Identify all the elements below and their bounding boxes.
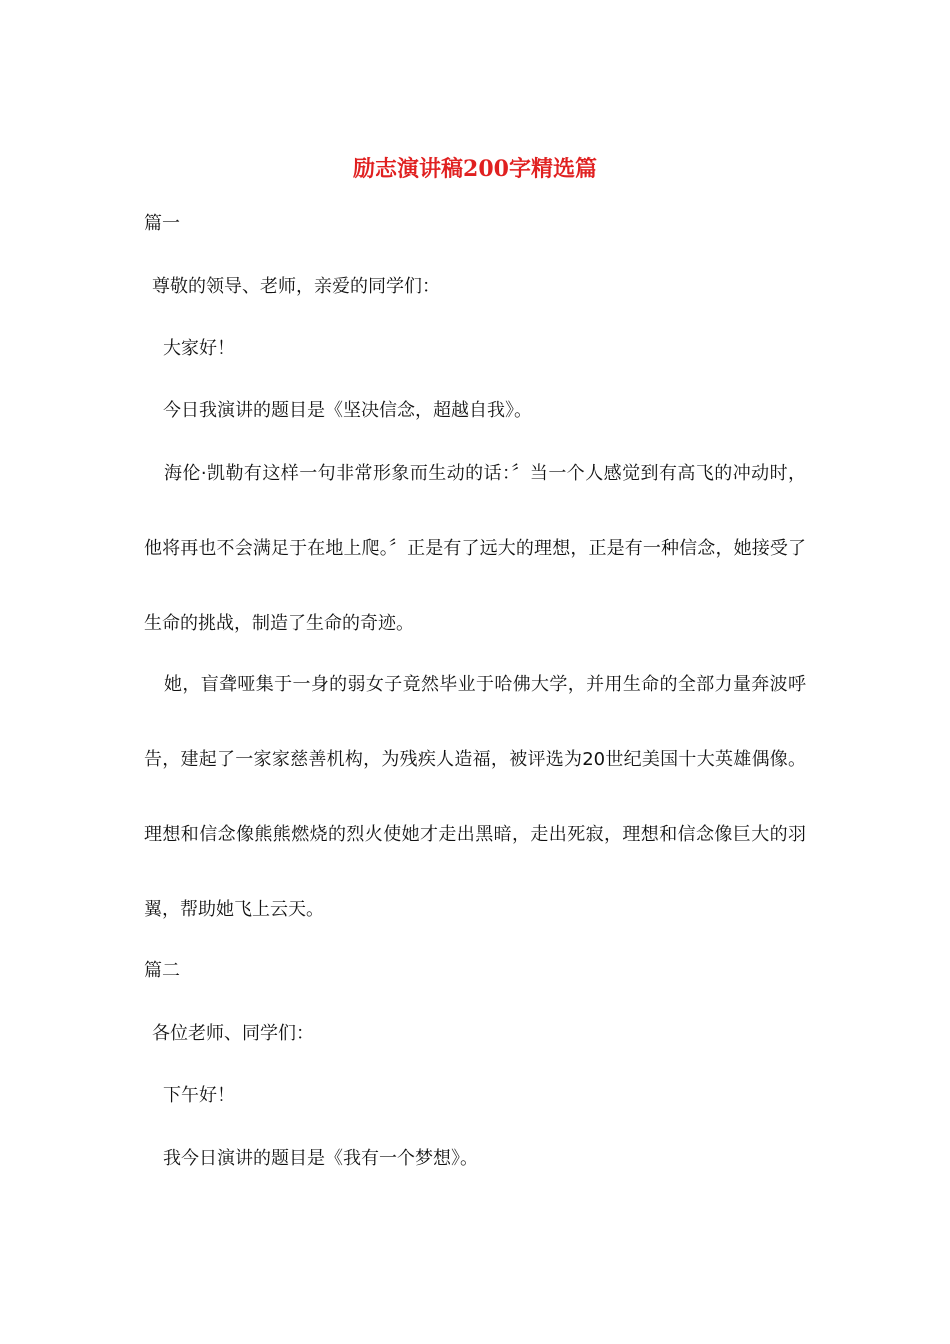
part1-heading: 篇一 [144, 213, 180, 234]
part1-salutation: 尊敬的领导、老师，亲爱的同学们： [152, 276, 440, 297]
part2-salutation: 各位老师、同学们： [152, 1023, 314, 1044]
part2-heading: 篇二 [144, 960, 180, 981]
part1-greeting: 大家好！ [163, 338, 235, 359]
part1-paragraph-2: 她，盲聋哑集于一身的弱女子竟然毕业于哈佛大学，并用生命的全部力量奔波呼告，建起了一家家慈善机构，为残疾人造福，被评选为20世纪美国十大英雄偶像。理想和信念像熊熊燃烧的烈火使她才走出黑暗，走出死寂，理想和信念像巨大的羽翼，帮助她飞上云天。 [144, 674, 806, 920]
document-title: 励志演讲稿200字精选篇 [353, 156, 597, 182]
part1-intro: 今日我演讲的题目是《坚决信念，超越自我》。 [163, 400, 532, 421]
part1-paragraph-1: 海伦·凯勒有这样一句非常形象而生动的话：〞当一个人感觉到有高飞的冲动时，他将再也不会满足于在地上爬。〞正是有了远大的理想，正是有一种信念，她接受了生命的挑战，制造了生命的奇迹。 [144, 463, 806, 634]
part2-greeting: 下午好！ [163, 1085, 235, 1106]
part2-intro: 我今日演讲的题目是《我有一个梦想》。 [163, 1148, 478, 1169]
